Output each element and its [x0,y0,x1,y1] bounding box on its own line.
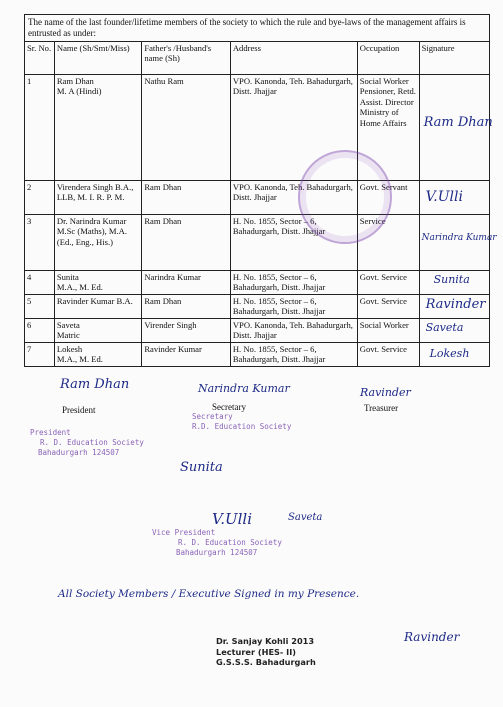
cell-address: H. No. 1855, Sector – 6, Bahadurgarh, Distt. Jhajjar [230,342,357,366]
cell-name: Dr. Narindra Kumar M.Sc (Maths), M.A.(Ed., Eng., His.) [54,214,141,270]
cell-signature [419,318,489,342]
cell-address: VPO. Kanonda, Teh. Bahadurgarh, Distt. Jhajjar [230,318,357,342]
col-header-name: Name (Sh/Smt/Miss) [54,41,141,74]
cell-sr: 5 [25,294,55,318]
cell-signature [419,74,493,180]
sunita-signature: Sunita [180,460,223,475]
president-label: President [62,405,96,415]
president-seal-title: President [30,428,71,437]
cell-occupation: Govt. Service [357,270,419,294]
vice-president-seal [152,528,282,558]
cell-father: Nathu Ram [142,74,231,180]
cell-sr: 6 [25,318,55,342]
society-round-stamp [298,150,392,244]
cell-signature [419,342,489,366]
col-header-address: Address [230,41,357,74]
table-header-row [25,41,490,74]
cell-name: Sunita M.A., M. Ed. [54,270,141,294]
cell-name: Lokesh M.A., M. Ed. [54,342,141,366]
cell-address: H. No. 1855, Sector – 6, Bahadurgarh, Distt. Jhajjar [230,294,357,318]
cell-name: Ravinder Kumar B.A. [54,294,141,318]
cell-father: Ram Dhan [142,214,231,270]
secretary-signature: Narindra Kumar [198,382,290,395]
ravinder-witness-signature: Ravinder [404,630,460,644]
cell-sr: 3 [25,214,55,270]
president-seal-society: R. D. Education Society [40,438,144,448]
president-seal-place: Bahadurgarh 124507 [38,448,120,458]
signature-saveta: Saveta [425,320,464,334]
cell-name: Ram Dhan M. A (Hindi) [54,74,141,180]
signature-lokesh: Lokesh [429,346,470,360]
cell-occupation: Govt. Servant [357,180,419,214]
cell-sr: 2 [25,180,55,214]
cell-address: H. No. 1855, Sector – 6, Bahadurgarh, Distt. Jhajjar [230,270,357,294]
vice-president-signature: V.Ulli [212,510,253,528]
cell-father: Virender Singh [142,318,231,342]
table-row [25,74,490,180]
member-list-document [24,14,497,367]
vice-seal-society: R. D. Education Society [178,538,282,548]
table-row [25,180,490,214]
cell-father: Ravinder Kumar [142,342,231,366]
signature-narindra: Narindra Kumar [421,232,497,243]
table-row [25,342,490,366]
signature-ravinder: Ravinder [425,296,486,312]
cell-address: VPO. Kanonda, Teh. Bahadurgarh, Distt. Jhajjar [230,180,357,214]
members-table [24,14,497,367]
col-header-sr: Sr. No. [25,41,55,74]
presence-note: All Society Members / Executive Signed in my Presence. [58,588,360,600]
cell-sr: 1 [25,74,55,180]
cell-sr: 7 [25,342,55,366]
cell-father: Ram Dhan [142,180,231,214]
table-intro: The name of the last founder/lifetime members of the society to which the rule and bye-laws of the management affairs is entrusted as under: [25,15,490,42]
signature-ram-dhan: Ram Dhan [423,114,493,130]
signature-sunita: Sunita [433,272,470,286]
col-header-father: Father's /Husband's name (Sh) [142,41,231,74]
cell-occupation: Govt. Service [357,342,419,366]
attestation-designation: Lecturer (HES- II) [216,646,297,657]
saveta-signature: Saveta [288,512,323,523]
cell-father: Narindra Kumar [142,270,231,294]
cell-signature [419,294,489,318]
treasurer-label: Treasurer [364,403,399,413]
table-row [25,214,490,270]
cell-sr: 4 [25,270,55,294]
table-row [25,318,490,342]
cell-name: Saveta Matric [54,318,141,342]
vice-seal-title: Vice President [152,528,216,537]
table-row [25,270,490,294]
cell-father: Ram Dhan [142,294,231,318]
treasurer-signature: Ravinder [360,386,411,399]
president-signature: Ram Dhan [60,377,130,392]
cell-address: VPO. Kanonda, Teh. Bahadurgarh, Distt. Jhajjar [230,74,357,180]
cell-address: H. No. 1855, Sector – 6, Bahadurgarh, Distt. Jhajjar [230,214,357,270]
cell-name: Virendera Singh B.A., LLB, M. I. R. P. M. [54,180,141,214]
president-seal [30,428,144,458]
cell-occupation: Govt. Service [357,294,419,318]
col-header-signature: Signature [419,41,489,74]
col-header-occupation: Occupation [357,41,419,74]
cell-occupation: Service [357,214,419,270]
attestation-block [216,636,316,668]
cell-signature [419,214,497,270]
table-row [25,294,490,318]
secretary-seal-title: Secretary [192,412,233,421]
secretary-seal [192,412,291,432]
cell-signature [419,180,489,214]
attestation-school: G.S.S.S. Bahadurgarh [216,657,316,668]
attestation-name: Dr. Sanjay Kohli 2013 [216,636,315,646]
signature-virendera: V.Ulli [425,188,463,205]
secretary-seal-society: R.D. Education Society [192,422,292,432]
vice-seal-place: Bahadurgarh 124507 [176,548,258,558]
cell-occupation: Social Worker Pensioner, Retd. Assist. Director Ministry of Home Affairs [357,74,419,180]
cell-occupation: Social Worker [357,318,419,342]
secretary-label: Secretary [212,402,246,412]
cell-signature [419,270,489,294]
